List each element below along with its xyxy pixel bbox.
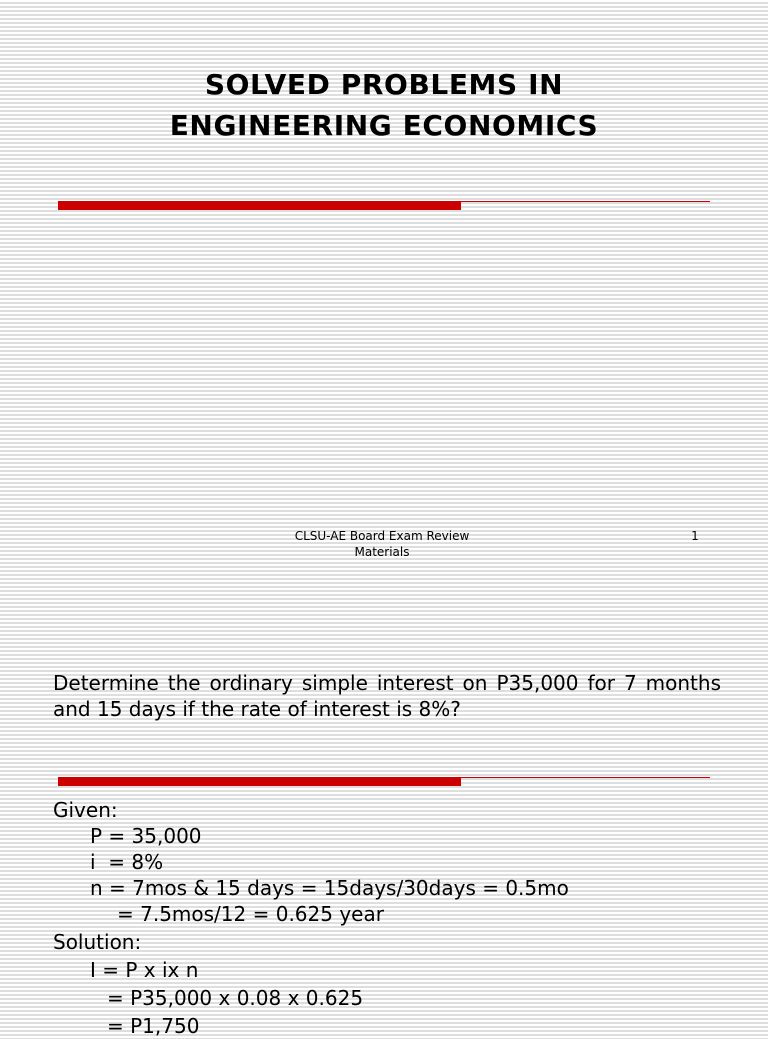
given-time: n = 7mos & 15 days = 15days/30days = 0.5mo [90, 876, 569, 900]
footer-line-1: CLSU-AE Board Exam Review [294, 529, 470, 543]
problem-slide [0, 596, 768, 1038]
title-line-2: ENGINEERING ECONOMICS [169, 109, 599, 142]
solution-formula: I = P x ix n [90, 958, 199, 982]
page-number: 1 [691, 529, 699, 543]
title-line-1: SOLVED PROBLEMS IN [204, 68, 564, 101]
solution-label: Solution: [53, 930, 142, 954]
solution-substitution: = P35,000 x 0.08 x 0.625 [107, 986, 364, 1010]
given-rate: i = 8% [90, 850, 164, 874]
divider-thick-segment [58, 201, 461, 210]
divider-thin-segment [461, 777, 710, 778]
divider-thick-segment [58, 777, 461, 786]
divider-thin-segment [461, 201, 710, 202]
given-label: Given: [53, 798, 118, 822]
slide-title [0, 64, 768, 146]
given-principal: P = 35,000 [90, 824, 202, 848]
given-time-continued: = 7.5mos/12 = 0.625 year [117, 902, 384, 926]
footer-line-2: Materials [354, 545, 410, 559]
title-divider [58, 201, 710, 210]
problem-question: Determine the ordinary simple interest on P35,000 for 7 months and 15 days if the rate of interest is 8%? [53, 671, 721, 721]
problem-divider [58, 777, 710, 786]
solution-result: = P1,750 [107, 1014, 200, 1038]
slide-footer [266, 528, 498, 560]
